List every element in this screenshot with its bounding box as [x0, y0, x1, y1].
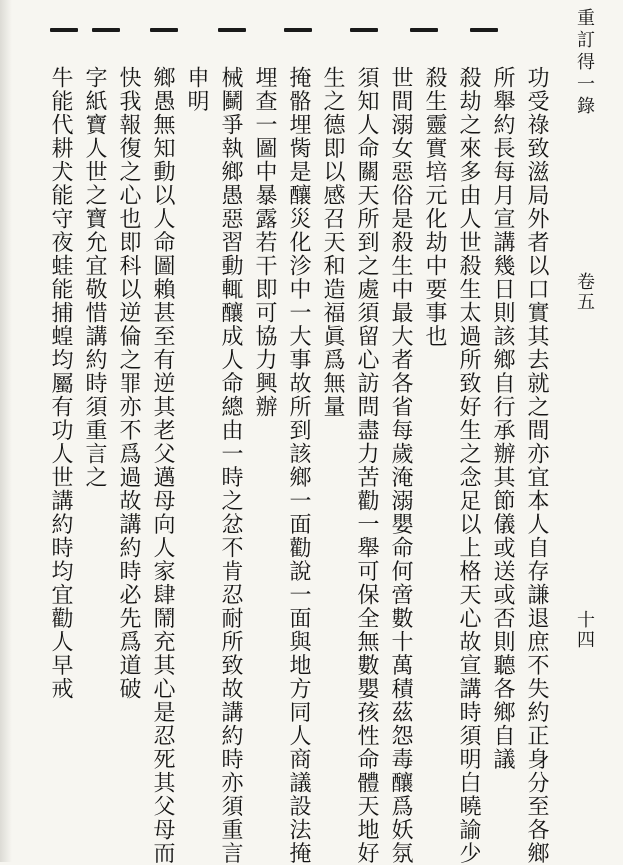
text-column: 殺劫之來多由人世殺生太過所致好生之念足以上格天心故宣講時須明白曉諭少: [456, 66, 481, 865]
text-column: 功受祿致滋局外者以口實其去就之間亦宜本人自存謙退庶不失約正身分至各鄉: [524, 66, 549, 865]
text-column: 掩骼埋胔是釀災化沴中一大事故所到該鄉一面勸說一面與地方同人商議設法掩: [286, 66, 311, 865]
column-mark: [218, 28, 246, 32]
text-column: 所舉約長每月宣講幾日則該鄉自行承辦其節儀或送或否則聽各鄉自議: [490, 66, 515, 771]
column-mark: [350, 28, 378, 32]
text-column: 快我報復之心也即科以逆倫之罪亦不爲過故講約時必先爲道破: [116, 66, 141, 701]
page-edge: [0, 0, 12, 862]
text-column: 鄉愚無知動以人命圖賴甚至有逆其老父邁母向人家肆鬧充其心是忍死其父母而: [150, 66, 175, 865]
text-column: 世間溺女惡俗是殺生中最大者各省每歲淹溺嬰命何啻數十萬積茲怨毒釀爲妖氛: [388, 66, 413, 865]
column-mark: [284, 28, 312, 32]
column-top-marks: [0, 28, 623, 42]
column-mark: [92, 28, 120, 32]
page-number: 十四: [574, 610, 595, 650]
text-column: 械鬭爭執鄉愚惡習動輒釀成人命總由一時之忿不肯忍耐所致故講約時亦須重言: [218, 66, 243, 865]
running-title: 重訂得一錄: [574, 8, 595, 118]
column-mark: [410, 28, 438, 32]
text-column: 牛能代耕犬能守夜蛙能捕蝗均屬有功人世講約時均宜勸人早戒: [48, 66, 73, 701]
column-mark: [470, 28, 498, 32]
text-column: 須知人命關天所到之處須留心訪問盡力苦勸一舉可保全無數嬰孩性命體天地好: [354, 66, 379, 865]
chapter-label: 卷五: [574, 272, 595, 312]
column-mark: [150, 28, 178, 32]
text-column: 字紙寶人世之寶允宜敬惜講約時須重言之: [82, 66, 107, 489]
text-column: 生之德即以感召天和造福眞爲無量: [320, 66, 345, 419]
text-column: 殺生靈實培元化劫中要事也: [422, 66, 447, 348]
text-column: 埋查一圖中暴露若干即可協力興辦: [252, 66, 277, 419]
column-mark: [50, 28, 78, 32]
text-column: 申明: [184, 66, 209, 113]
